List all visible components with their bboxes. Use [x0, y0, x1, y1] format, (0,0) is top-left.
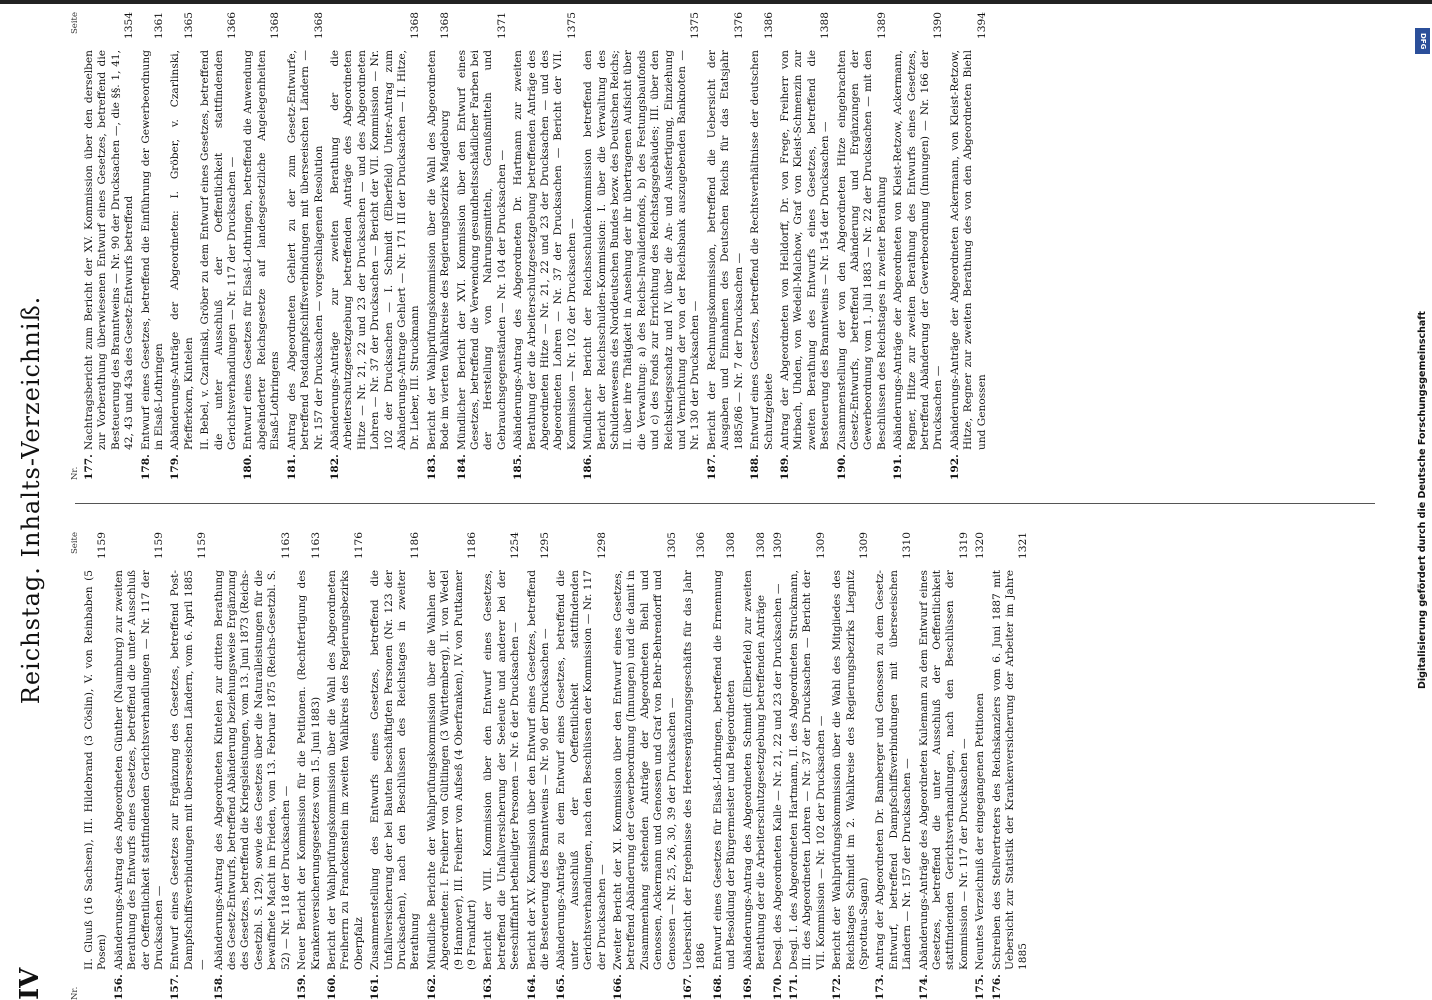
entry-number: 188. — [749, 454, 762, 480]
entry-text: Abänderungs-Anträge der Abgeordneten Ackermann, von Kleist-Retzow, Hitze, Regner zur zweiten Berathung des von den Abgeordneten Biehl und Genossen — [948, 50, 988, 450]
entry-number: 165. — [555, 974, 568, 1000]
entry-text: II. Bebel, v. Czarlinski, Gröber zu dem Entwurf eines Gesetzes, betreffend die unter Ausschluß der Oeffentlichkeit stattfindenden Gerichtsverhandlungen — Nr. 117 der Drucksachen — — [199, 50, 239, 450]
entry-page: 1368 — [312, 12, 325, 39]
index-entry — [706, 12, 746, 480]
index-entry — [974, 532, 987, 1000]
entry-page: 1368 — [439, 12, 452, 39]
entry-text: Entwurf eines Gesetzes für Elsaß-Lothringen, betreffend die Anwendung abgeänderter Reichsgesetze auf landesgesetzliche Angelegenheiten Elsaß-Lothringens — [242, 50, 282, 450]
seite-label: Seite — [70, 12, 80, 35]
entry-number: 189. — [778, 454, 791, 480]
entry-number: 175. — [974, 974, 987, 1000]
entry-text: Bericht der VIII. Kommission über den Entwurf eines Gesetzes, betreffend die Unfallversicherung der Seeleute und anderer bei der Seeschifffahrt betheiligter Personen — Nr. 6 der Drucksachen — — [482, 570, 522, 970]
index-entry — [286, 12, 326, 480]
index-entry — [169, 12, 196, 480]
index-entry — [83, 12, 137, 480]
entry-page: 1308 — [755, 532, 768, 559]
entry-page: 1306 — [695, 532, 708, 559]
index-entry — [169, 532, 209, 1000]
entry-page: 1386 — [762, 12, 775, 39]
entry-text: Neuntes Verzeichniß der eingegangenen Petitionen — [974, 693, 987, 970]
digitization-note: Digitalisierung gefördert durch die Deutsche Forschungsgemeinschaft — [1417, 311, 1428, 689]
index-entry — [788, 532, 828, 1000]
entry-number: 157. — [169, 974, 182, 1000]
entry-number: 180. — [242, 454, 255, 480]
entry-text: Neuer Bericht der Kommission für die Petitionen. (Rechtfertigung des Krankenversicherungsgesetzes vom 15. Juni 1883) — [296, 570, 322, 970]
entry-number: 156. — [112, 974, 125, 1000]
entry-number: 161. — [369, 974, 382, 1000]
entry-number: 170. — [771, 974, 784, 1000]
entry-number: 176. — [990, 974, 1003, 1000]
entry-text: Bericht der Wahlprüfungskommission über die Wahl des Mitgliedes des Reichstages Schmidt im 2. Wahlkreise des Regierungsbezirks Liegnitz (Sprottau-Sagan) — [831, 570, 870, 970]
entry-number: 162. — [425, 974, 438, 1000]
entry-number — [199, 454, 239, 480]
entry-page: 1163 — [279, 532, 292, 559]
index-entry — [555, 532, 609, 1000]
entry-text: Antrag des Abgeordneten Gehlert zu der zum Gesetz-Entwurfe, betreffend Postdampfschiffsverbindungen mit überseeischen Ländern — Nr. 157 der Drucksachen — vorgeschlagenen Resolution — [285, 50, 325, 450]
index-entry — [113, 532, 167, 1000]
entry-number: 190. — [835, 454, 848, 480]
entry-number: 187. — [705, 454, 718, 480]
index-entry — [712, 532, 739, 1000]
digitization-footer — [1415, 20, 1430, 980]
entry-number: 185. — [512, 454, 525, 480]
entry-text: Antrag der Abgeordneten von Helldorff, Dr. von Frege, Freiherr von Mirbach, Uhden, von Wedell-Malchow, Graf von Kleist-Schmenzin zur zweiten Berathung des Entwurfs eines Gesetzes, betreffend die Besteuerung des Branntweins — Nr. 154 der Drucksachen — — [778, 50, 832, 450]
index-entry — [242, 12, 282, 480]
entry-page: 1309 — [814, 532, 827, 559]
entry-text: II. Gluuß (16 Sachsen), III. Hildebrand (3 Cöslin), V. von Reinbaben (5 Posen) — [83, 570, 109, 970]
entry-text: Entwurf eines Gesetzes, betreffend die Einführung der Gewerbeordnung in Elsaß-Lothringen — [139, 50, 166, 450]
entry-text: Uebersicht der Ergebnisse des Heeresergänzungsgeschäfts für das Jahr 1886 — [682, 570, 708, 970]
entry-page: 1394 — [975, 12, 988, 39]
entry-page: 1254 — [509, 532, 522, 559]
entry-number: 181. — [285, 454, 298, 480]
entry-number: 167. — [682, 974, 695, 1000]
entry-number: 168. — [711, 974, 724, 1000]
page-header — [15, 0, 59, 1000]
entry-text: Abänderungs-Anträge zu dem Entwurf eines Gesetzes, betreffend die unter Ausschluß der Oeffentlichkeit stattfindenden Gerichtsverhandlungen, nach den Beschlüssen der Kommission — Nr. 117 der Drucksachen — — [555, 570, 608, 970]
nr-label: Nr. — [70, 466, 80, 480]
entry-text: Antrag der Abgeordneten Dr. Bamberger und Genossen zu dem Gesetz-Entwurf, betreffend Dampfschiffsverbindungen mit überseeischen Ländern — Nr. 157 der Drucksachen — — [874, 570, 914, 970]
entry-text: Abänderungs-Antrag des Abgeordneten Kintelen zur dritten Berathung des Gesetz-Entwurfs, betreffend Abänderung beziehungsweise Ergänzung des Gesetzes, betreffend die Kriegsleistungen, vom 13. Juni 1873 (Reichs-Gesetzbl. S. 129), sowie des Gesetzes über die Naturalleistungen für die bewaffnete Macht im Frieden, vom 13. Februar 1875 (Reichs-Gesetzbl. S. 52) — Nr. 118 der Drucksachen — — [212, 570, 292, 970]
entry-number: 192. — [948, 454, 961, 480]
index-entry — [836, 12, 890, 480]
index-entry — [918, 532, 972, 1000]
entry-page: 1375 — [689, 12, 702, 39]
entry-page: 1186 — [465, 532, 478, 559]
entry-text: Mündliche Berichte der Wahlprüfungskommission über die Wahlen der Abgeordneten: I. Freiherr von Gültlingen (3 Württemberg), II. von Wedel (9 Hannover), III. Freiherr von Aufseß (4 Oberfranken), IV. von Puttkamer (9 Frankfurt) — [425, 570, 478, 970]
entry-number: 159. — [296, 974, 309, 1000]
entry-page: 1310 — [901, 532, 914, 559]
entry-page: 1295 — [539, 532, 551, 559]
index-entry — [199, 12, 239, 480]
entry-number: 160. — [325, 974, 338, 1000]
index-entry — [892, 12, 946, 480]
index-entry — [831, 532, 871, 1000]
entry-text: Zweiter Bericht der XI. Kommission über den Entwurf eines Gesetzes, betreffend Abänderung der Gewerbeordnung (Innungen) und die damit in Zusammenhang stehenden Anträge der Abgeordneten Biehl und Genossen, Ackermann und Genossen und Graf von Behr-Behrendorff und Genossen — Nr. 25, 26, 30, 39 der Drucksachen — — [612, 570, 678, 970]
entry-number: 179. — [169, 454, 182, 480]
entry-text: Schreiben des Stellvertreters des Reichskanzlers vom 6. Juni 1887 mit Uebersicht zur Statistik der Krankenversicherung der Arbeiter im Jahre 1885 — [990, 570, 1030, 970]
entry-page: 1354 — [123, 12, 136, 39]
entry-page: 1371 — [495, 12, 508, 39]
entry-text: Abänderungs-Anträge der Abgeordneten von Kleist-Retzow, Ackermann, Regner, Hitze zur zweiten Berathung des Entwurfs eines Gesetzes, betreffend Abänderung der Gewerbeordnung (Innungen) — Nr. 166 der Drucksachen — — [892, 50, 945, 450]
entry-text: Bericht der Wahlprüfungskommission über die Wahl des Abgeordneten Bode im vierten Wahlkreise des Regierungsbezirks Magdeburg — [425, 50, 452, 450]
entry-page: 1308 — [725, 532, 738, 559]
entry-page: 1159 — [196, 532, 209, 559]
index-entry — [612, 532, 679, 1000]
entry-page: 1368 — [409, 12, 422, 39]
index-entry — [482, 532, 522, 1000]
column-divider — [75, 503, 1375, 504]
entry-page: 1390 — [932, 12, 945, 39]
nr-label: Nr. — [70, 986, 80, 1000]
entry-text: Zusammenstellung der von den Abgeordneten Hitze eingebrachten Gesetz-Entwurfs, betreffend Abänderung und Ergänzungen der Gewerbeordnung vom 1. Juli 1883 — Nr. 22 der Drucksachen — mit den Beschlüssen des Reichstages in zweiter Berathung — [835, 50, 888, 450]
entry-number — [83, 974, 110, 1000]
entry-number: 184. — [455, 454, 468, 480]
entry-page: 1319 — [957, 532, 970, 559]
entry-text: Nachtragsbericht zum Bericht der XV. Kommission über den derselben zur Vorberathung überwiesenen Entwurf eines Gesetzes, betreffend die Besteuerung des Branntweins — Nr. 90 der Drucksachen —, die §§. 1, 41, 42, 43 und 43a des Gesetz-Entwurfs betreffend — [83, 50, 136, 450]
index-entry — [512, 12, 579, 480]
entry-text: Abänderungs-Antrag des Abgeordneten Dr. Hartmann zur zweiten Berathung der die Arbeiterschutzgesetzgebung betreffenden Anträge des Abgeordneten Hitze — Nr. 21, 22 und 23 der Drucksachen — und des Abgeordneten Lohren — Nr. 37 der Drucksachen — Bericht der VII. Kommission — Nr. 102 der Drucksachen — — [512, 50, 578, 450]
index-entry — [742, 532, 769, 1000]
right-column — [67, 12, 1387, 480]
index-entry — [329, 12, 423, 480]
index-entry — [949, 12, 989, 480]
entry-number: 186. — [582, 454, 595, 480]
entry-text: Desgl. I. des Abgeordneten Hartmann, II. des Abgeordneten Struckmann, III. des Abgeordneten Lohren — Nr. 37 der Drucksachen — Bericht der VII. Kommission — Nr. 102 der Drucksachen — — [787, 570, 827, 970]
index-entry — [456, 12, 510, 480]
index-entry — [296, 532, 323, 1000]
column-header — [67, 12, 83, 480]
index-entry — [213, 532, 293, 1000]
entry-number: 177. — [83, 454, 95, 480]
entry-page: 1368 — [269, 12, 282, 39]
index-entry — [991, 532, 1031, 1000]
entry-page: 1361 — [153, 12, 166, 39]
index-entry — [140, 12, 167, 480]
entry-number: 178. — [139, 454, 152, 480]
entry-number: 164. — [525, 974, 538, 1000]
entry-page: 1366 — [226, 12, 239, 39]
index-entry — [326, 532, 366, 1000]
entry-page: 1176 — [352, 532, 365, 559]
index-entry — [369, 532, 423, 1000]
entry-number: 171. — [787, 974, 800, 1000]
entry-page: 1321 — [1017, 532, 1030, 559]
entry-number: 173. — [874, 974, 887, 1000]
entry-page: 1159 — [153, 532, 166, 559]
column-header — [67, 532, 83, 1000]
entry-page: 1320 — [974, 532, 987, 559]
left-column — [67, 532, 1387, 1000]
entry-text: Bericht der Rechnungskommission, betreffend die Uebersicht der Ausgaben und Einnahmen des Deutschen Reichs für das Etatsjahr 1885/86 — Nr. 7 der Drucksachen — — [705, 50, 745, 450]
entry-number: 174. — [917, 974, 930, 1000]
seite-label: Seite — [70, 532, 80, 555]
index-entry — [682, 532, 709, 1000]
entry-page: 1159 — [96, 532, 109, 559]
index-entry — [83, 532, 110, 1000]
index-entry — [772, 532, 785, 1000]
entry-page: 1375 — [565, 12, 578, 39]
entry-page: 1365 — [182, 12, 195, 39]
page-number: IV — [15, 967, 45, 1000]
entry-text: Abänderungs-Anträge des Abgeordneten Kulemann zu dem Entwurf eines Gesetzes, betreffend die unter Ausschluß der Oeffentlichkeit stattfindenden Gerichtsverhandlungen, nach den Beschlüssen der Kommission — Nr. 117 der Drucksachen — — [917, 570, 970, 970]
entry-text: Entwurf eines Gesetzes, betreffend die Rechtsverhältnisse der deutschen Schutzgebiete — [749, 50, 775, 450]
entry-text: Zusammenstellung des Entwurfs eines Gesetzes, betreffend die Unfallversicherung der bei Bauten beschäftigten Personen (Nr. 123 der Drucksachen), nach den Beschlüssen des Reichstages in zweiter Berathung — [369, 570, 422, 970]
entry-text: Abänderungs-Anträge zur zweiten Berathung der die Arbeiterschutzgesetzgebung betreffenden Anträge des Abgeordneten Hitze — Nr. 21, 22 und 23 der Drucksachen — und des Abgeordneten Lohren — Nr. 37 der Drucksachen — Bericht der VII. Kommission — Nr. 102 der Drucksachen — I. Schmidt (Elberfeld) Unter-Antrag zum Abänderungs-Antrage Gehlert — Nr. 171 III der Drucksachen — II. Hitze, Dr. Lieber, III. Struckmann — [328, 50, 422, 450]
index-entry — [749, 12, 776, 480]
entry-text: Mündlicher Bericht der XVI. Kommission über den Entwurf eines Gesetzes, betreffend die Verwendung gesundheitsschädlicher Farben bei der Herstellung von Nahrungsmitteln, Genußmitteln und Gebrauchsgegenständen — Nr. 104 der Drucksachen — — [455, 50, 508, 450]
entry-text: Abänderungs-Antrag des Abgeordneten Schmidt (Elberfeld) zur zweiten Berathung der die Arbeiterschutzgesetzgebung betreffenden Anträge — [741, 570, 768, 970]
entry-number: 163. — [482, 974, 495, 1000]
entry-text: Abänderungs-Antrag des Abgeordneten Günther (Naumburg) zur zweiten Berathung des Entwurfs eines Gesetzes, betreffend die unter Ausschluß der Oeffentlichkeit stattfindenden Gerichtsverhandlungen — Nr. 117 der Drucksachen — — [112, 570, 166, 970]
entry-number: 158. — [212, 974, 225, 1000]
entry-page: 1186 — [409, 532, 422, 559]
index-entry — [526, 532, 553, 1000]
entry-page: 1389 — [875, 12, 888, 39]
index-entry — [582, 12, 703, 480]
entry-text: Bericht der Wahlprüfungskommission über die Wahl des Abgeordneten Freiherrn zu Franckenstein im zweiten Wahlkreis des Regierungsbezirks Oberpfalz — [325, 570, 365, 970]
entry-page: 1298 — [595, 532, 608, 559]
entry-number: 183. — [425, 454, 438, 480]
index-entry — [874, 532, 914, 1000]
entry-page: 1305 — [665, 532, 678, 559]
entry-number: 191. — [892, 454, 905, 480]
entry-page: 1309 — [771, 532, 784, 559]
index-entry — [426, 532, 480, 1000]
entry-text: Desgl. des Abgeordneten Kalle — Nr. 21, 22 und 23 der Drucksachen — — [771, 583, 784, 970]
entry-number: 169. — [741, 974, 754, 1000]
document-page — [15, 0, 1405, 1000]
index-entry — [426, 12, 453, 480]
entry-text: Mündlicher Bericht der Reichsschuldenkommission betreffend den Bericht der Reichsschulden-Kommission: I. über die Verwaltung des Schuldenwesens des Norddeutschen Bundes bezw. des Deutschen Reichs; II. über ihre Thätigkeit in Ansehung der ihr übertragenen Aufsicht über die Verwaltung: a) des Reichs-Invalidenfonds, b) des Festungsbaufonds und c) des Fonds zur Errichtung des Reichstagsgebäudes; III. über den Reichskriegsschatz und IV. über die An- und Ausfertigung, Einziehung und Vernichtung der von der Reichsbank auszugebenden Banknoten — Nr. 130 der Drucksachen — — [582, 50, 702, 450]
entry-text: Bericht der XV. Kommission über den Entwurf eines Gesetzes, betreffend die Besteuerung des Branntweins — Nr. 90 der Drucksachen — — [525, 570, 551, 970]
entry-text: Abänderungs-Anträge der Abgeordneten: I. Gröber, v. Czarlinski, Pfefferkorn, Kintelen — [169, 50, 195, 450]
index-entry — [779, 12, 833, 480]
entry-page: 1376 — [732, 12, 745, 39]
dfg-logo: DFG — [1415, 28, 1430, 54]
entry-page: 1309 — [857, 532, 870, 559]
entry-page: 1163 — [309, 532, 322, 559]
entry-text: Entwurf eines Gesetzes für Elsaß-Lothringen, betreffend die Ernennung und Besoldung der Bürgermeister und Beigeordneten — [711, 570, 738, 970]
entry-page: 1388 — [819, 12, 832, 39]
entry-number: 166. — [612, 974, 625, 1000]
entry-number: 182. — [328, 454, 341, 480]
entry-text: Entwurf eines Gesetzes zur Ergänzung des Gesetzes, betreffend Post-Dampfschiffsverbindungen mit überseeischen Ländern, vom 6. April 1885 — — [169, 570, 209, 970]
entry-number: 172. — [831, 974, 844, 1000]
running-title: Reichstag. Inhalts-Verzeichniß. — [17, 295, 45, 705]
